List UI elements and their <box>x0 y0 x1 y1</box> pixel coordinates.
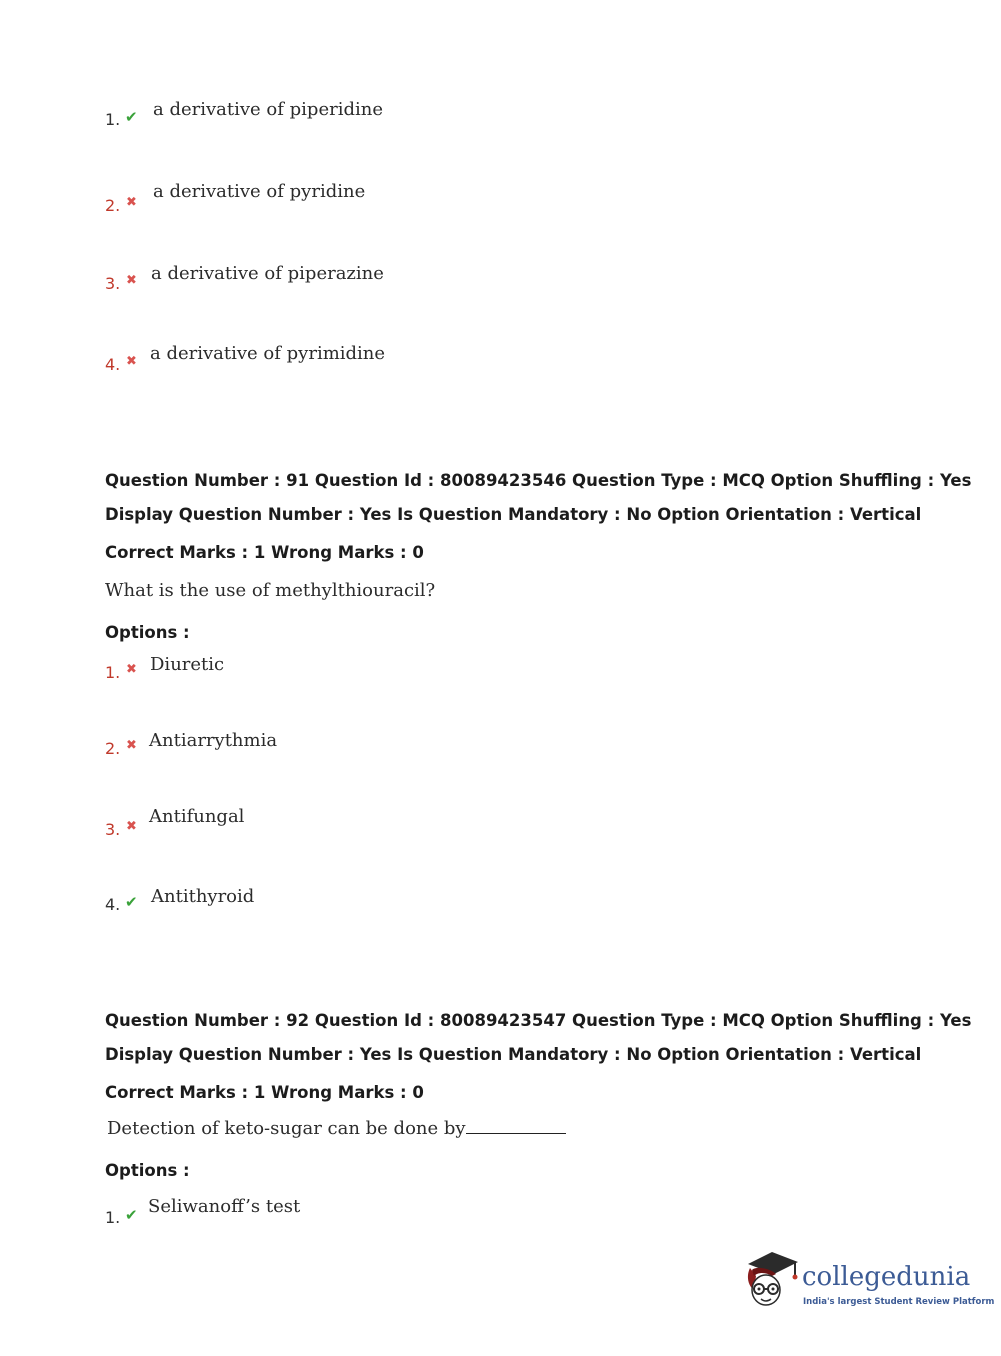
option-number: 3. <box>105 820 121 839</box>
option-text: a derivative of pyridine <box>153 181 366 202</box>
option-number: 2. <box>105 739 121 758</box>
option-text: Antifungal <box>149 806 245 827</box>
incorrect-cross-icon: ✖ <box>126 819 137 834</box>
option-text: a derivative of piperidine <box>153 99 383 120</box>
question-marks: Correct Marks : 1 Wrong Marks : 0 <box>105 1083 424 1102</box>
question-text-row <box>107 1117 566 1139</box>
option-number: 3. <box>105 274 121 293</box>
option-text: Diuretic <box>150 654 225 675</box>
correct-check-icon: ✔ <box>125 893 138 911</box>
correct-check-icon: ✔ <box>125 1206 138 1224</box>
mascot-icon <box>742 1246 802 1318</box>
option-number: 1. <box>105 663 121 682</box>
options-label: Options : <box>105 1161 190 1180</box>
correct-check-icon: ✔ <box>125 108 138 126</box>
option-number: 4. <box>105 355 121 374</box>
option-text: a derivative of piperazine <box>151 263 384 284</box>
incorrect-cross-icon: ✖ <box>126 738 137 753</box>
incorrect-cross-icon: ✖ <box>126 354 137 369</box>
option-text: a derivative of pyrimidine <box>150 343 386 364</box>
options-label: Options : <box>105 623 190 642</box>
collegedunia-logo <box>742 1246 995 1318</box>
option-text: Antithyroid <box>151 886 255 907</box>
incorrect-cross-icon: ✖ <box>126 273 137 288</box>
fill-in-blank <box>466 1117 566 1134</box>
brand-tagline: India's largest Student Review Platform <box>803 1297 995 1307</box>
question-text: What is the use of methylthiouracil? <box>105 580 436 601</box>
option-text: Antiarrythmia <box>149 730 278 751</box>
option-number: 1. <box>105 1208 121 1227</box>
option-number: 1. <box>105 110 121 129</box>
incorrect-cross-icon: ✖ <box>126 195 137 210</box>
question-meta-line-1: Question Number : 92 Question Id : 80089423547 Question Type : MCQ Option Shuffling : Yes <box>105 1011 972 1030</box>
brand-name: collegedunia <box>802 1262 971 1292</box>
question-meta-line-1: Question Number : 91 Question Id : 80089423546 Question Type : MCQ Option Shuffling : Yes <box>105 471 972 490</box>
question-meta-line-2: Display Question Number : Yes Is Question Mandatory : No Option Orientation : Vertical <box>105 505 922 524</box>
question-text: Detection of keto-sugar can be done by <box>107 1118 466 1139</box>
option-number: 2. <box>105 196 121 215</box>
question-meta-line-2: Display Question Number : Yes Is Question Mandatory : No Option Orientation : Vertical <box>105 1045 922 1064</box>
question-marks: Correct Marks : 1 Wrong Marks : 0 <box>105 543 424 562</box>
incorrect-cross-icon: ✖ <box>126 662 137 677</box>
option-text: Seliwanoff’s test <box>148 1196 301 1217</box>
option-number: 4. <box>105 895 121 914</box>
